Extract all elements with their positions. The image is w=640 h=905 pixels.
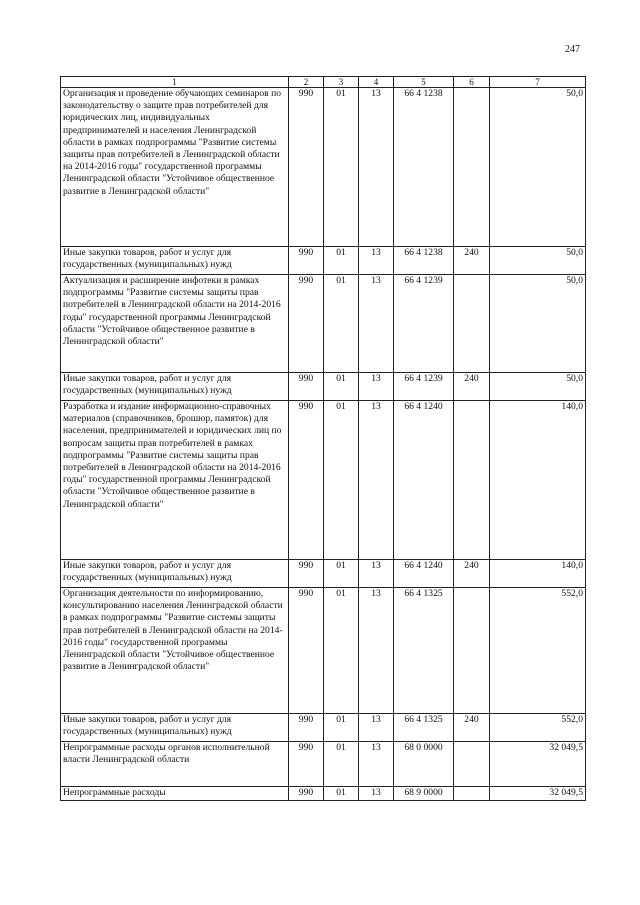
row-expense-type	[454, 742, 490, 787]
row-code-section: 01	[324, 247, 359, 275]
column-header-5: 5	[394, 77, 454, 88]
table-row	[61, 560, 586, 588]
column-header-3: 3	[324, 77, 359, 88]
row-name: Иные закупки товаров, работ и услуг для государственных (муниципальных) нужд	[61, 247, 289, 275]
row-code-ministry: 990	[289, 560, 324, 588]
row-name: Организация и проведение обучающих семинаров по законодательству о защите прав потребителей для юридических лиц, индивидуальных предпринимателей и населения Ленинградской области в рамках подпрограммы "Развитие системы защиты прав потребителей в Ленинградской области на 2014-2016 годы" государственной программы Ленинградской области "Устойчивое общественное развитие в Ленинградской области"	[61, 88, 289, 247]
row-code-ministry: 990	[289, 401, 324, 560]
table-row	[61, 247, 586, 275]
column-header-4: 4	[359, 77, 394, 88]
row-expense-type: 240	[454, 247, 490, 275]
table-row	[61, 373, 586, 401]
column-header-2: 2	[289, 77, 324, 88]
column-header-1: 1	[61, 77, 289, 88]
table-row	[61, 275, 586, 373]
column-header-6: 6	[454, 77, 490, 88]
row-name: Иные закупки товаров, работ и услуг для государственных (муниципальных) нужд	[61, 560, 289, 588]
row-code-subsection: 13	[359, 401, 394, 560]
row-code-subsection: 13	[359, 373, 394, 401]
row-code-subsection: 13	[359, 88, 394, 247]
row-name: Иные закупки товаров, работ и услуг для государственных (муниципальных) нужд	[61, 714, 289, 742]
row-target-article: 66 4 1239	[394, 373, 454, 401]
row-target-article: 66 4 1325	[394, 714, 454, 742]
row-code-subsection: 13	[359, 742, 394, 787]
row-code-section: 01	[324, 714, 359, 742]
column-header-7: 7	[490, 77, 586, 88]
row-code-section: 01	[324, 275, 359, 373]
table-row	[61, 401, 586, 560]
row-code-section: 01	[324, 373, 359, 401]
row-code-subsection: 13	[359, 560, 394, 588]
row-target-article: 68 0 0000	[394, 742, 454, 787]
row-code-section: 01	[324, 742, 359, 787]
row-code-section: 01	[324, 401, 359, 560]
row-code-ministry: 990	[289, 742, 324, 787]
table-row	[61, 742, 586, 787]
row-amount: 50,0	[490, 373, 586, 401]
row-name: Актуализация и расширение инфотеки в рамках подпрограммы "Развитие системы защиты прав потребителей в Ленинградской области на 2014-2016 годы" государственной программы Ленинградской области "Устойчивое общественное развитие в Ленинградской области"	[61, 275, 289, 373]
row-code-section: 01	[324, 588, 359, 714]
row-code-subsection: 13	[359, 247, 394, 275]
row-amount: 50,0	[490, 247, 586, 275]
page-number: 247	[565, 44, 580, 55]
row-code-ministry: 990	[289, 714, 324, 742]
row-amount: 140,0	[490, 560, 586, 588]
row-target-article: 66 4 1240	[394, 401, 454, 560]
row-code-section: 01	[324, 787, 359, 801]
row-amount: 140,0	[490, 401, 586, 560]
row-name: Иные закупки товаров, работ и услуг для государственных (муниципальных) нужд	[61, 373, 289, 401]
row-target-article: 66 4 1239	[394, 275, 454, 373]
row-target-article: 66 4 1238	[394, 247, 454, 275]
row-amount: 552,0	[490, 588, 586, 714]
row-code-ministry: 990	[289, 588, 324, 714]
row-code-ministry: 990	[289, 247, 324, 275]
row-name: Организация деятельности по информированию, консультированию населения Ленинградской области в рамках подпрограммы "Развитие системы защиты прав потребителей в Ленинградской области на 2014-2016 годы" государственной программы Ленинградской области "Устойчивое общественное развитие в Ленинградской области"	[61, 588, 289, 714]
row-expense-type: 240	[454, 560, 490, 588]
row-target-article: 66 4 1240	[394, 560, 454, 588]
row-target-article: 68 9 0000	[394, 787, 454, 801]
row-amount: 50,0	[490, 275, 586, 373]
row-target-article: 66 4 1325	[394, 588, 454, 714]
header-row	[61, 77, 586, 88]
row-name: Разработка и издание информационно-справочных материалов (справочников, брошюр, памяток) для населения, предпринимателей и юридических лиц по вопросам защиты прав потребителей в рамках подпрограммы "Развитие системы защиты прав потребителей в Ленинградской области на 2014-2016 годы" государственной программы Ленинградской области "Устойчивое общественное развитие в Ленинградской области"	[61, 401, 289, 560]
row-expense-type	[454, 787, 490, 801]
row-expense-type: 240	[454, 714, 490, 742]
row-code-subsection: 13	[359, 787, 394, 801]
row-amount: 552,0	[490, 714, 586, 742]
row-code-ministry: 990	[289, 275, 324, 373]
row-code-subsection: 13	[359, 588, 394, 714]
table-row	[61, 588, 586, 714]
row-code-section: 01	[324, 88, 359, 247]
row-name: Непрограммные расходы	[61, 787, 289, 801]
row-expense-type: 240	[454, 373, 490, 401]
row-code-ministry: 990	[289, 88, 324, 247]
budget-table	[60, 76, 586, 801]
row-expense-type	[454, 588, 490, 714]
table-row	[61, 88, 586, 247]
row-expense-type	[454, 401, 490, 560]
row-expense-type	[454, 88, 490, 247]
row-expense-type	[454, 275, 490, 373]
table-row	[61, 787, 586, 801]
row-code-subsection: 13	[359, 714, 394, 742]
row-code-subsection: 13	[359, 275, 394, 373]
row-code-section: 01	[324, 560, 359, 588]
row-target-article: 66 4 1238	[394, 88, 454, 247]
row-code-ministry: 990	[289, 787, 324, 801]
row-code-ministry: 990	[289, 373, 324, 401]
row-amount: 32 049,5	[490, 787, 586, 801]
row-amount: 50,0	[490, 88, 586, 247]
table-row	[61, 714, 586, 742]
row-amount: 32 049,5	[490, 742, 586, 787]
row-name: Непрограммные расходы органов исполнительной власти Ленинградской области	[61, 742, 289, 787]
